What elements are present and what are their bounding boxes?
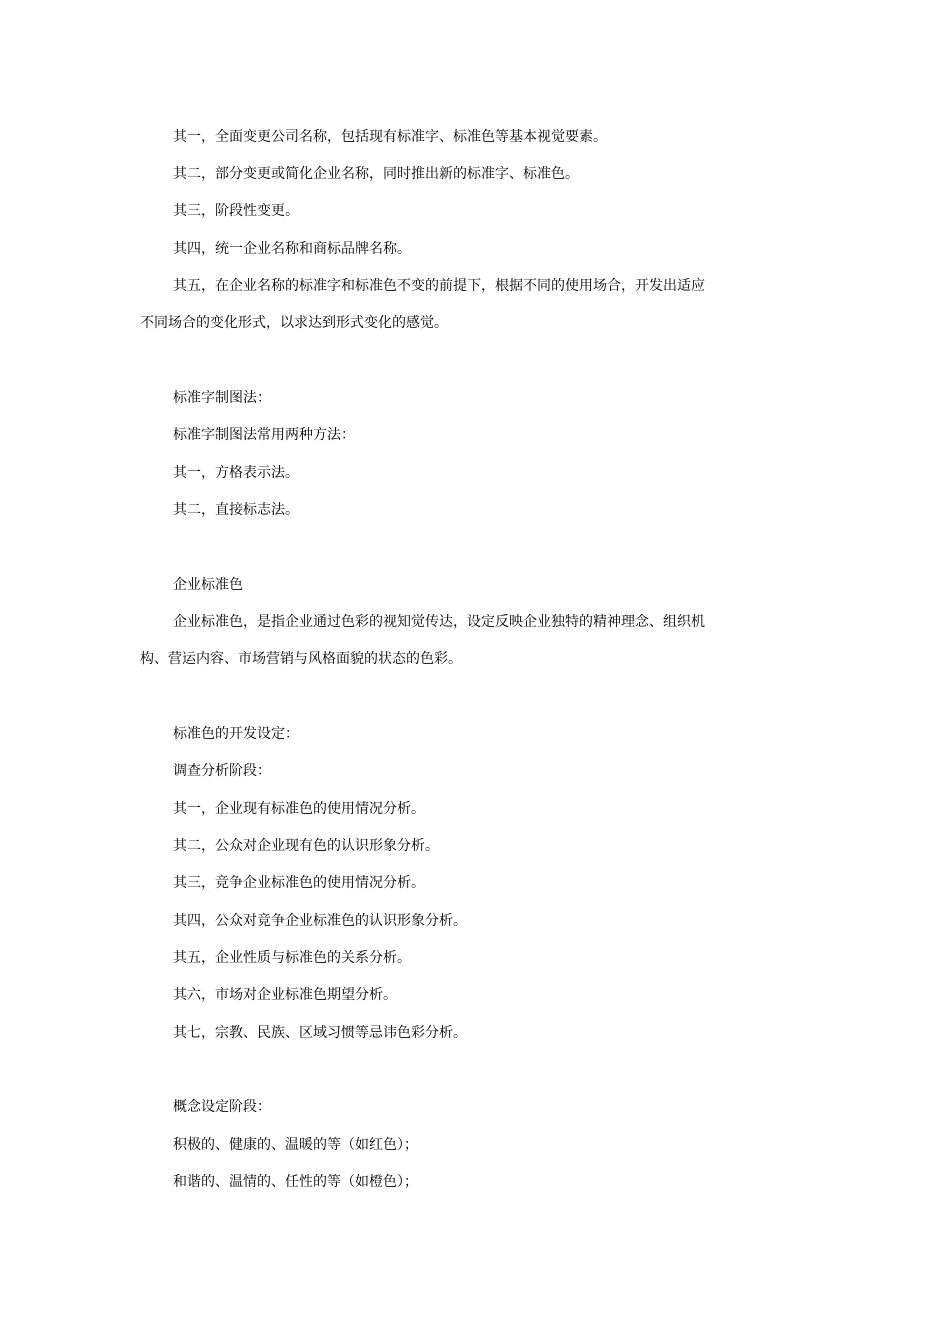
paragraph-line: 其七，宗教、民族、区域习惯等忌讳色彩分析。 <box>173 1025 467 1041</box>
paragraph-line: 企业标准色，是指企业通过色彩的视知觉传达，设定反映企业独特的精神理念、组织机 <box>173 614 705 630</box>
paragraph-line: 其一，方格表示法。 <box>173 465 299 481</box>
paragraph-line: 其五，企业性质与标准色的关系分析。 <box>173 950 411 966</box>
paragraph-line: 积极的、健康的、温暖的等（如红色）； <box>173 1137 418 1153</box>
section-heading: 标准色的开发设定： <box>173 726 299 742</box>
paragraph-line: 标准字制图法常用两种方法： <box>173 427 355 443</box>
paragraph-line: 其三，阶段性变更。 <box>173 203 299 219</box>
paragraph-line: 调查分析阶段： <box>173 763 271 779</box>
paragraph-line: 其二，直接标志法。 <box>173 502 299 518</box>
paragraph-line: 其六，市场对企业标准色期望分析。 <box>173 987 397 1003</box>
paragraph-line: 其四，公众对竞争企业标准色的认识形象分析。 <box>173 913 467 929</box>
section-heading: 概念设定阶段： <box>173 1099 271 1115</box>
paragraph-line: 构、营运内容、市场营销与风格面貌的状态的色彩。 <box>140 651 462 667</box>
paragraph-line: 其二，公众对企业现有色的认识形象分析。 <box>173 838 439 854</box>
paragraph-line: 和谐的、温情的、任性的等（如橙色）； <box>173 1174 418 1190</box>
paragraph-line: 其二，部分变更或简化企业名称，同时推出新的标准字、标准色。 <box>173 166 579 182</box>
section-heading: 企业标准色 <box>173 577 243 593</box>
paragraph-line: 其五，在企业名称的标准字和标准色不变的前提下，根据不同的使用场合，开发出适应 <box>173 278 705 294</box>
paragraph-line: 其一，全面变更公司名称，包括现有标准字、标准色等基本视觉要素。 <box>173 129 607 145</box>
paragraph-line: 其一，企业现有标准色的使用情况分析。 <box>173 801 425 817</box>
paragraph-line: 不同场合的变化形式，以求达到形式变化的感觉。 <box>140 315 448 331</box>
section-heading: 标准字制图法： <box>173 390 271 406</box>
paragraph-line: 其四，统一企业名称和商标品牌名称。 <box>173 241 411 257</box>
paragraph-line: 其三，竞争企业标准色的使用情况分析。 <box>173 875 425 891</box>
